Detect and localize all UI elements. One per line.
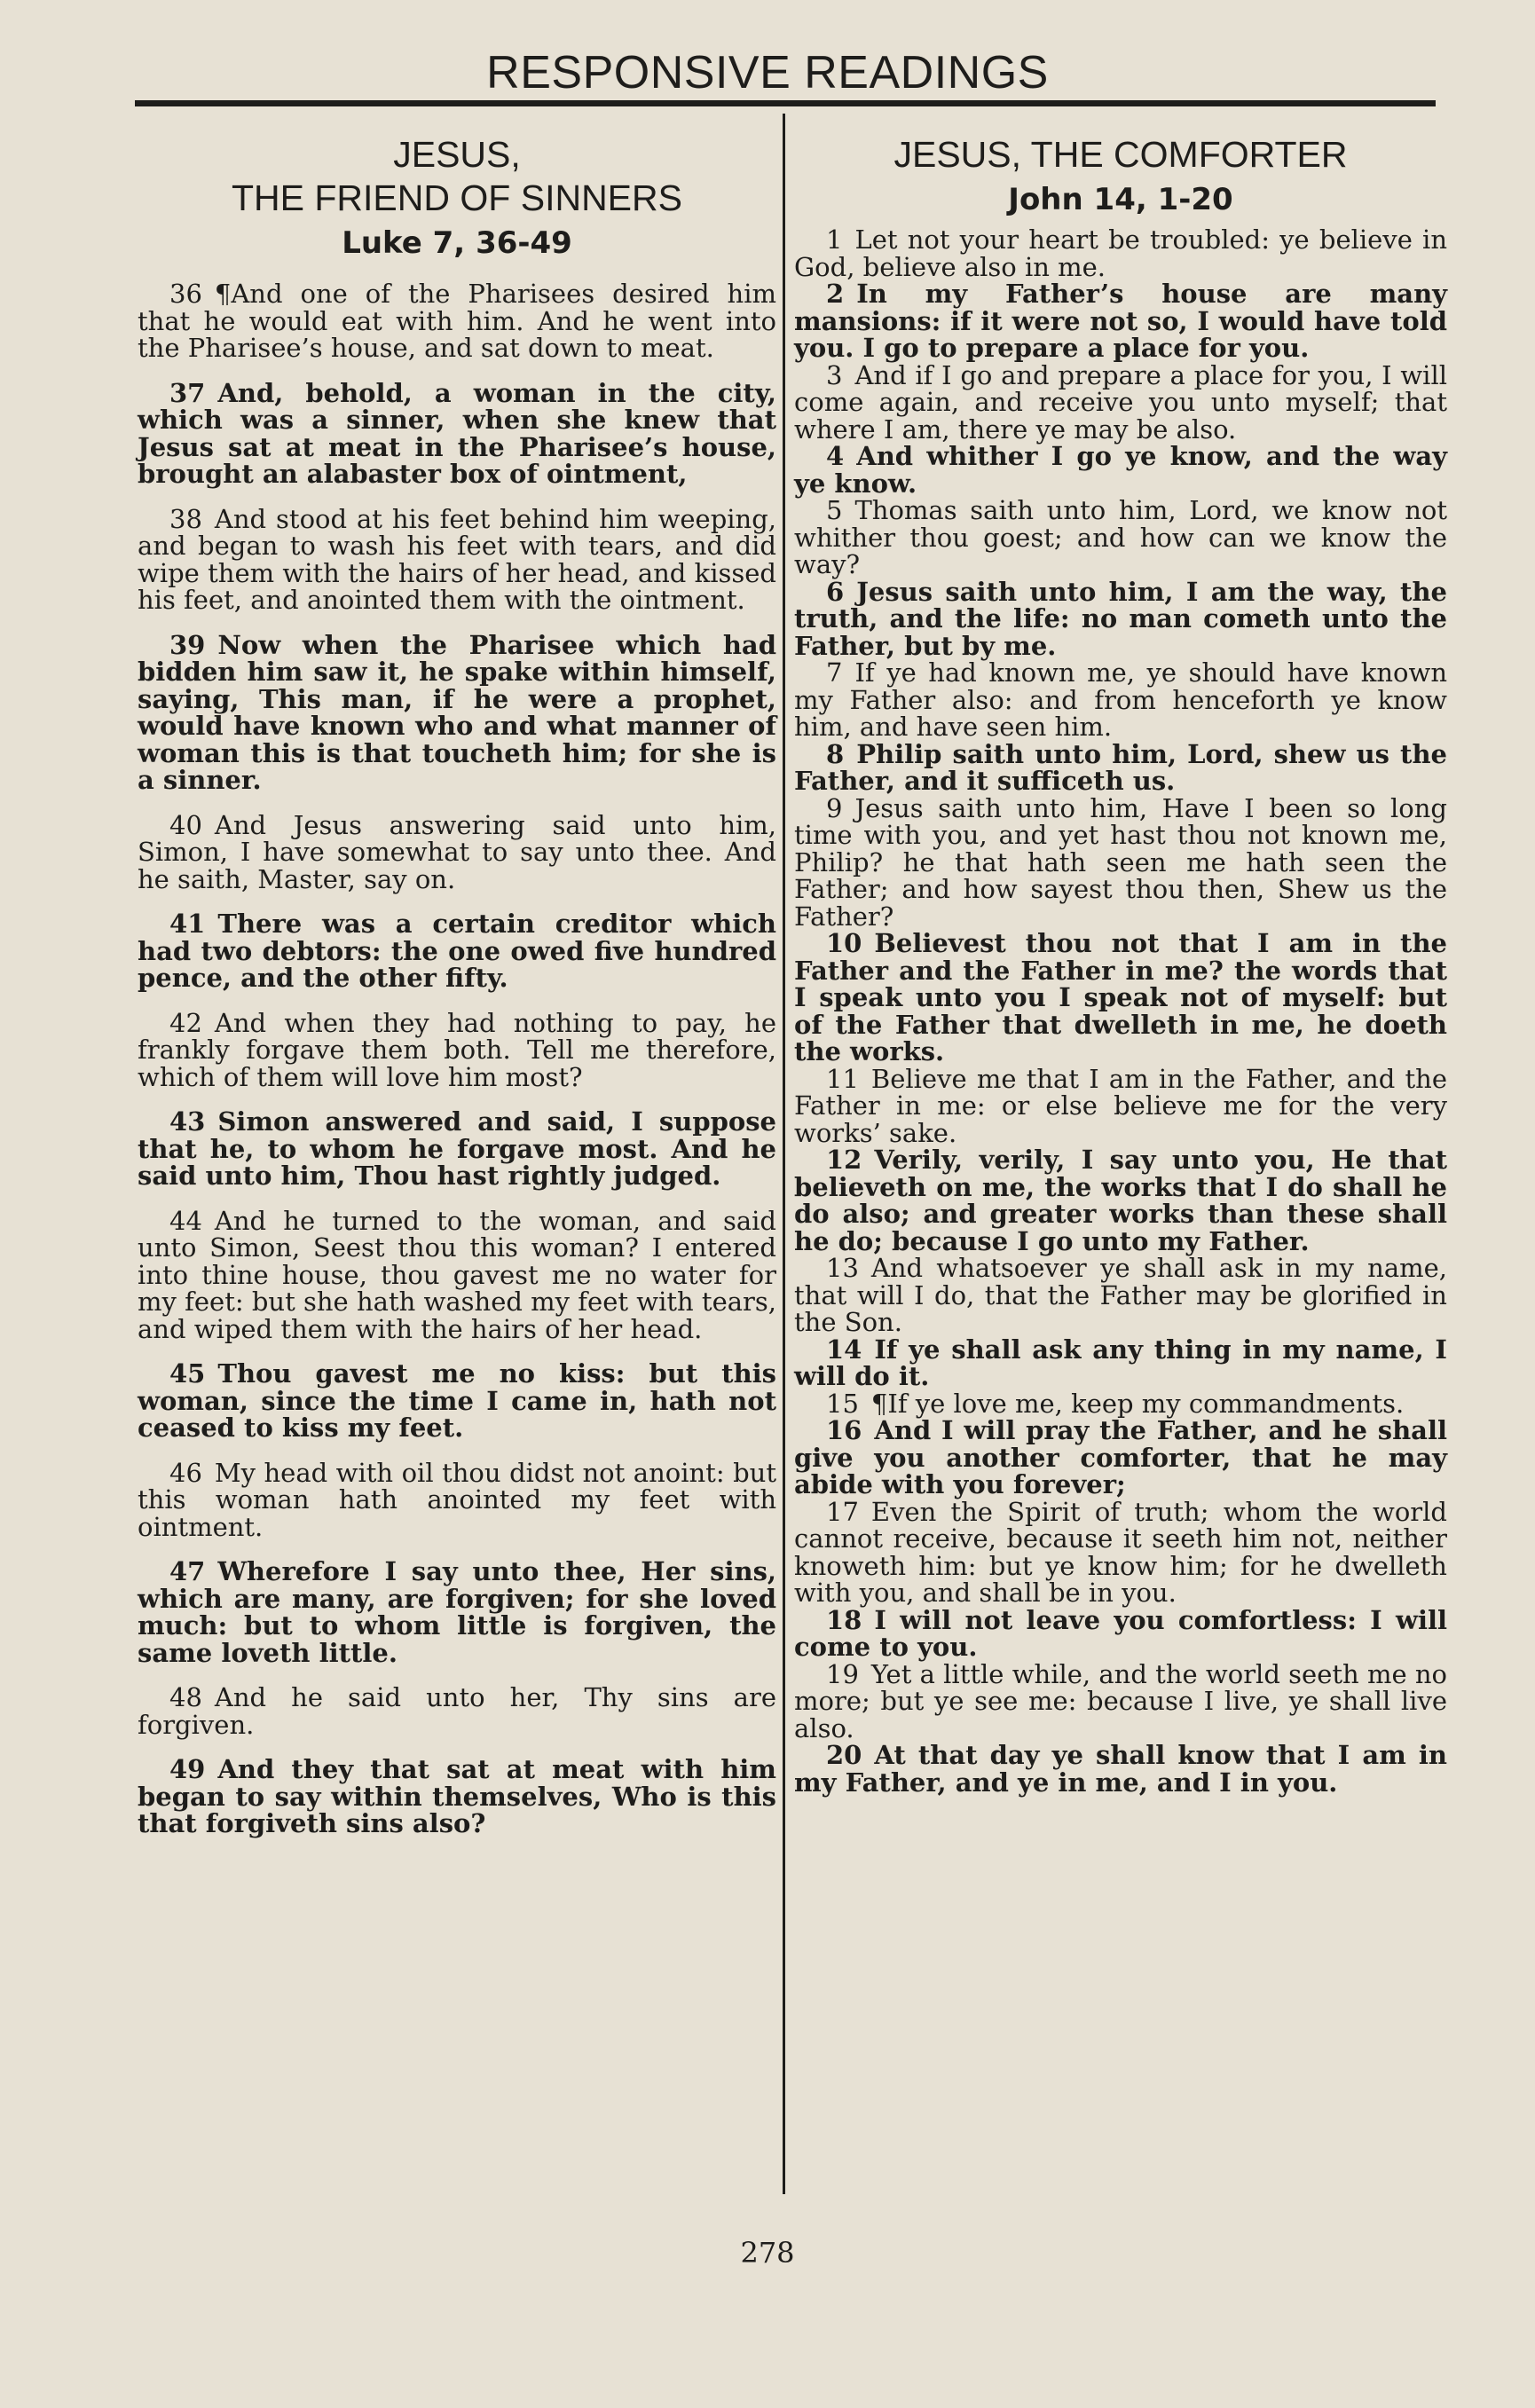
verse-text: Even the Spirit of truth; whom the world cannot receive, because it seeth him not, neither knoweth him: but ye know him; for he dwelleth with you, and shall be in you. [794,1496,1447,1609]
verse-text: Jesus saith unto him, I am the way, the truth, and the life: no man cometh unto the Father, but by me. [794,576,1447,661]
verse-text: Thomas saith unto him, Lord, we know not whither thou goest; and how can we know the way? [794,495,1447,580]
verse-text: Wherefore I say unto thee, Her sins, which are many, are forgiven; for she loved much: but to whom little is forgiven, the same loveth little. [138,1556,776,1668]
verse-text: Verily, verily, I say unto you, He that believeth on me, the works that I do shall he do also; and greater works than these shall he do; because I go unto my Father. [794,1145,1447,1256]
verse [794,1604,1447,1663]
verse-text: And he said unto her, Thy sins are forgiven. [138,1682,776,1740]
verse-number: 6 [826,576,845,607]
verse [138,809,776,894]
verse [138,1007,776,1092]
verse-number: 48 [169,1682,202,1713]
verse [794,1336,1447,1390]
verse-text: And he turned to the woman, and said unto Simon, Seest thou this woman? I entered into thine house, thou gavest me no water for my feet: but she hath washed my feet with tears, and wiped them with the hairs of her head. [138,1205,776,1344]
verse [794,280,1447,362]
verse [794,1417,1447,1499]
verse-text: Now when the Pharisee which had bidden him saw it, he spake within himself, saying, This man, if he were a prophet, would have known who and what manner of woman this is that toucheth him; for she is a sinner. [138,629,776,796]
left-title-line1: JESUS, [393,134,521,175]
verse-number: 18 [826,1604,862,1635]
verse-number: 7 [826,657,843,689]
verse-number: 3 [826,359,843,390]
verse [794,659,1447,741]
verse-text: And when they had nothing to pay, he frankly forgave them both. Tell me therefore, which of them will love him most? [138,1007,776,1092]
verse-number: 39 [169,629,206,660]
verse-text: Yet a little while, and the world seeth me no more; but ye see me: because I live, ye shall live also. [794,1658,1447,1743]
verse-number: 20 [826,1740,862,1771]
verse-text: ¶And one of the Pharisees desired him that he would eat with him. And he went into the Pharisee’s house, and sat down to meat. [138,279,776,364]
verse-number: 10 [826,928,862,959]
verse-text: If ye had known me, ye should have known my Father also: and from henceforth ye know him, and have seen him. [794,657,1447,743]
verse [138,1360,776,1442]
right-reference: John 14, 1-20 [1008,182,1233,218]
verse [138,1756,776,1837]
right-column [794,133,1447,1796]
verse-text: And Jesus answering said unto him, Simon, I have somewhat to say unto thee. And he saith, Master, say on. [138,809,776,894]
left-column [138,133,776,1855]
verse [138,280,776,362]
verse-number: 15 [826,1388,859,1419]
verse-text: Thou gavest me no kiss: but this woman, since the time I came in, hath not ceased to kiss my feet. [138,1358,776,1444]
left-title [138,133,776,220]
verse-number: 47 [169,1556,206,1587]
verse-text: If ye shall ask any thing in my name, I will do it. [794,1334,1447,1392]
verse [138,503,776,616]
verse-text: Philip saith unto him, Lord, shew us the Father, and it sufficeth us. [794,738,1447,797]
verse-number: 44 [169,1205,202,1236]
verse-number: 40 [169,809,202,840]
verse-number: 38 [169,503,202,534]
verse [138,1108,776,1190]
verse-text: Believest thou not that I am in the Father and the Father in me? the words that I speak unto you I speak not of myself: but of the Father that dwelleth in me, he doeth the works. [794,928,1447,1067]
verse-text: Believe me that I am in the Father, and the Father in me: or else believe me for the very works’ sake. [794,1063,1447,1148]
verse-number: 8 [826,738,845,769]
left-reference: Luke 7, 36-49 [342,225,572,262]
verse-number: 9 [826,792,843,823]
verse-text: ¶If ye love me, keep my commandments. [870,1388,1405,1419]
verse-text: Jesus saith unto him, Have I been so long time with you, and yet hast thou not known me, Philip? he that hath seen me hath seen the Father; and how sayest thou then, Shew us the Father? [794,792,1447,932]
verse [794,1390,1447,1418]
verse-number: 19 [826,1658,859,1689]
verse-number: 2 [826,279,845,310]
verse-text: And whatsoever ye shall ask in my name, that will I do, that the Father may be glorified in the Son. [794,1253,1447,1338]
verse-number: 37 [169,377,206,408]
verse [794,792,1447,932]
verse-number: 14 [826,1334,862,1365]
verse-number: 42 [169,1007,202,1038]
verse-number: 36 [169,279,202,310]
verse-text: At that day ye shall know that I am in my Father, and ye in me, and I in you. [794,1740,1447,1798]
verse-number: 4 [826,441,845,472]
verse-text: My head with oil thou didst not anoint: but this woman hath anointed my feet with ointment. [138,1457,776,1542]
verse-text: I will not leave you comfortless: I will come to you. [794,1604,1447,1663]
verse-number: 41 [169,909,206,940]
left-verses [138,280,776,1837]
left-title-line2: THE FRIEND OF SINNERS [232,177,682,219]
verse-text: And, behold, a woman in the city, which was a sinner, when she knew that Jesus sat at meat in the Pharisee’s house, brought an alabaster box of ointment, [138,377,776,490]
verse [794,497,1447,578]
verse [138,1684,776,1738]
right-verses [794,226,1447,1796]
column-divider [783,114,785,2194]
verse [794,226,1447,280]
verse-number: 5 [826,495,843,526]
verse-text: And stood at his feet behind him weeping, and began to wash his feet with tears, and did wipe them with the hairs of her head, and kissed his feet, and anointed them with the ointment. [138,503,776,616]
verse-number: 45 [169,1358,206,1389]
right-title: JESUS, THE COMFORTER [893,134,1348,175]
verse-text: Simon answered and said, I suppose that he, to whom he forgave most. And he said unto him, Thou hast rightly judged. [138,1106,776,1192]
verse [138,377,776,490]
verse-number: 12 [826,1145,862,1176]
verse-text: In my Father’s house are many mansions: if it were not so, I would have told you. I go to prepare a place for you. [794,279,1447,364]
verse-text: And I will pray the Father, and he shall give you another comforter, that he may abide with you forever; [794,1415,1447,1500]
verse [794,1255,1447,1336]
verse-text: And whither I go ye know, and the way ye know. [794,441,1447,499]
verse [138,629,776,796]
verse [794,1658,1447,1743]
verse-number: 13 [826,1253,859,1284]
verse-number: 1 [826,224,843,256]
verse [794,738,1447,797]
title-rule [135,100,1436,106]
verse-number: 43 [169,1106,206,1137]
verse [138,1457,776,1542]
verse-text: And they that sat at meat with him began to say within themselves, Who is this that forgiveth sins also? [138,1754,776,1839]
verse-text: There was a certain creditor which had two debtors: the one owed five hundred pence, and the other fifty. [138,909,776,994]
verse [794,1063,1447,1148]
verse [794,1146,1447,1255]
verse [138,1558,776,1666]
verse-number: 17 [826,1496,859,1527]
verse-number: 46 [169,1457,202,1488]
verse [794,1742,1447,1796]
verse-text: And if I go and prepare a place for you, I will come again, and receive you unto myself; that where I am, there ye may be also. [794,359,1447,445]
verse [794,443,1447,497]
verse [794,359,1447,445]
verse-text: Let not your heart be troubled: ye believe in God, believe also in me. [794,224,1447,282]
verse-number: 16 [826,1415,862,1446]
page-title: RESPONSIVE READINGS [486,47,1049,98]
verse [138,1205,776,1344]
verse-number: 49 [169,1754,206,1785]
verse [794,578,1447,660]
verse-number: 11 [826,1063,859,1094]
verse [794,1496,1447,1609]
verse [794,930,1447,1066]
verse [138,910,776,992]
page-number: 278 [740,2236,795,2270]
